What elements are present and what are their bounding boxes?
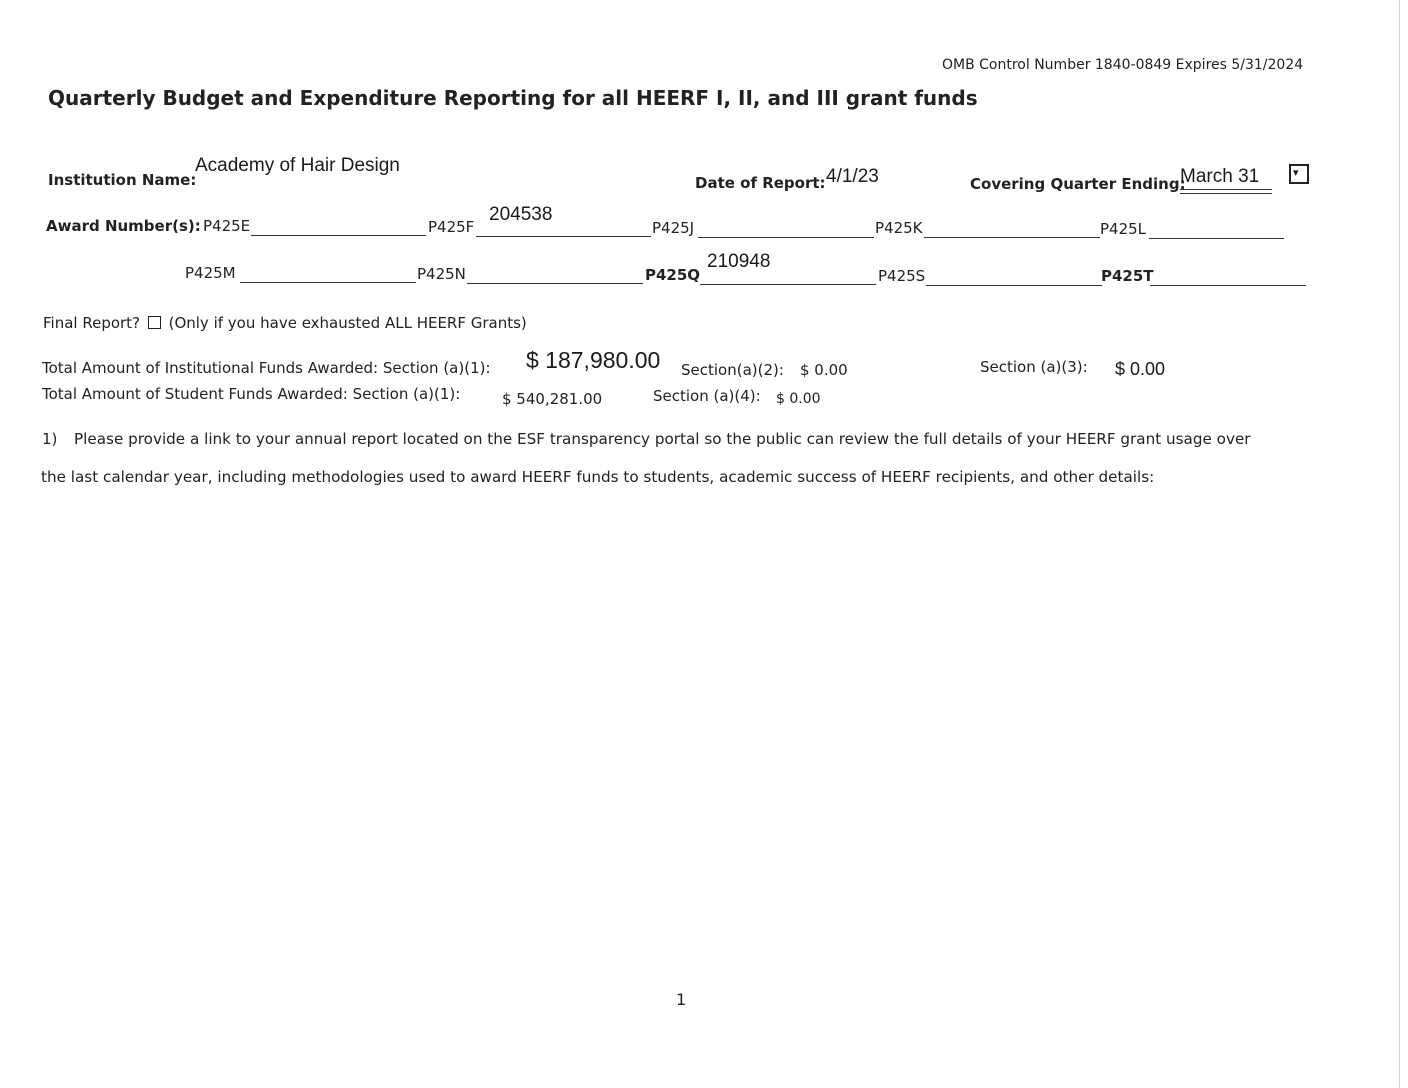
question-1-number: 1) bbox=[42, 430, 58, 448]
covering-quarter-select[interactable]: March 31 bbox=[1180, 166, 1260, 187]
award-code-p425e: P425E bbox=[203, 217, 251, 235]
award-field-p425f[interactable] bbox=[476, 236, 651, 237]
institutional-funds-label: Total Amount of Institutional Funds Awarded: Section (a)(1): bbox=[42, 359, 491, 377]
award-code-p425l: P425L bbox=[1100, 220, 1147, 238]
award-code-p425k: P425K bbox=[875, 219, 923, 237]
award-field-p425s[interactable] bbox=[926, 285, 1102, 286]
award-field-p425k[interactable] bbox=[924, 237, 1100, 238]
institutional-a2-field[interactable]: $ 0.00 bbox=[800, 361, 848, 379]
award-value-p425f: 204538 bbox=[489, 204, 553, 225]
award-code-p425m: P425M bbox=[185, 264, 236, 282]
award-code-p425s: P425S bbox=[878, 267, 926, 285]
date-of-report-label: Date of Report: bbox=[695, 174, 826, 192]
award-code-p425n: P425N bbox=[417, 265, 466, 283]
final-report-checkbox[interactable] bbox=[148, 316, 161, 329]
student-a4-label: Section (a)(4): bbox=[653, 387, 761, 405]
final-report-label: Final Report? bbox=[43, 314, 141, 332]
question-1-line-1: Please provide a link to your annual report located on the ESF transparency portal so the public can review the full details of your HEERF grant usage over bbox=[74, 430, 1251, 448]
date-of-report-field[interactable]: 4/1/23 bbox=[826, 166, 879, 187]
institutional-a2-label: Section(a)(2): bbox=[681, 361, 784, 379]
student-a1-field[interactable]: $ 540,281.00 bbox=[502, 390, 603, 408]
award-field-p425l[interactable] bbox=[1149, 238, 1284, 239]
award-field-p425e[interactable] bbox=[251, 235, 426, 236]
institutional-a1-field[interactable]: $ 187,980.00 bbox=[526, 347, 661, 373]
final-report-row bbox=[43, 314, 527, 332]
award-field-p425j[interactable] bbox=[698, 237, 874, 238]
chevron-down-icon: ▾ bbox=[1293, 167, 1299, 179]
quarter-underline bbox=[1180, 189, 1272, 190]
covering-quarter-label: Covering Quarter Ending: bbox=[970, 175, 1186, 193]
page-title: Quarterly Budget and Expenditure Reporting for all HEERF I, II, and III grant funds bbox=[48, 86, 978, 110]
question-1-line-2: the last calendar year, including methodologies used to award HEERF funds to students, academic success of HEERF recipients, and other details: bbox=[41, 468, 1155, 486]
institution-name-label: Institution Name: bbox=[48, 171, 197, 189]
institutional-a3-label: Section (a)(3): bbox=[980, 358, 1088, 376]
award-field-p425t[interactable] bbox=[1150, 285, 1306, 286]
page-edge bbox=[1399, 0, 1400, 1088]
award-field-p425n[interactable] bbox=[467, 283, 643, 284]
student-a4-field[interactable]: $ 0.00 bbox=[776, 391, 821, 407]
award-code-p425t: P425T bbox=[1101, 267, 1154, 285]
page-number: 1 bbox=[676, 990, 687, 1009]
final-report-note: (Only if you have exhausted ALL HEERF Grants) bbox=[168, 314, 527, 332]
quarter-underline-2 bbox=[1180, 193, 1272, 194]
institutional-a3-field[interactable]: $ 0.00 bbox=[1115, 359, 1166, 379]
student-funds-label: Total Amount of Student Funds Awarded: Section (a)(1): bbox=[42, 385, 461, 403]
omb-control-number: OMB Control Number 1840-0849 Expires 5/31/2024 bbox=[942, 57, 1304, 73]
award-code-p425q: P425Q bbox=[645, 266, 701, 284]
quarter-dropdown-button[interactable] bbox=[1289, 164, 1309, 184]
award-code-p425j: P425J bbox=[652, 219, 695, 237]
institution-name-field[interactable]: Academy of Hair Design bbox=[195, 155, 400, 176]
award-field-p425m[interactable] bbox=[240, 282, 416, 283]
award-code-p425f: P425F bbox=[428, 218, 475, 236]
award-numbers-label: Award Number(s): bbox=[46, 217, 201, 235]
award-value-p425q: 210948 bbox=[707, 251, 771, 272]
award-field-p425q[interactable] bbox=[700, 284, 876, 285]
